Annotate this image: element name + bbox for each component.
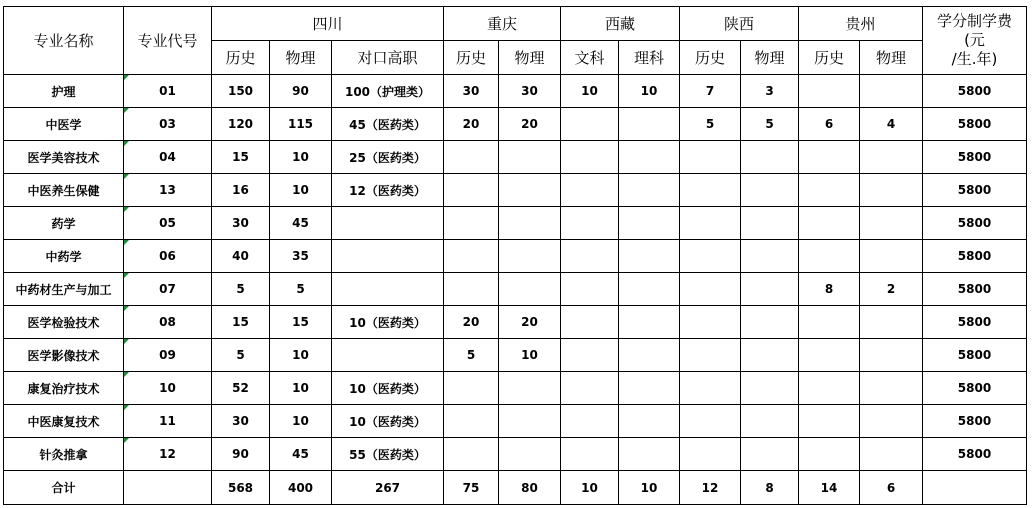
cell-quota	[499, 405, 561, 438]
table-row	[4, 438, 1027, 471]
cell-quota	[680, 405, 741, 438]
cell-quota	[860, 207, 923, 240]
header-province-xizang: 西藏	[561, 7, 680, 41]
table-row	[4, 273, 1027, 306]
cell-quota: 20	[444, 306, 499, 339]
cell-major-code	[124, 471, 212, 505]
cell-quota: 45（医药类）	[332, 108, 444, 141]
cell-quota: 400	[270, 471, 332, 505]
cell-quota: 10（医药类）	[332, 372, 444, 405]
cell-quota	[499, 273, 561, 306]
cell-quota	[860, 438, 923, 471]
table-row	[4, 240, 1027, 273]
cell-quota: 5	[741, 108, 799, 141]
cell-quota	[444, 438, 499, 471]
cell-quota: 5	[212, 339, 270, 372]
cell-quota	[799, 174, 860, 207]
cell-quota: 120	[212, 108, 270, 141]
cell-quota	[799, 240, 860, 273]
cell-quota: 15	[270, 306, 332, 339]
header-province-chongqing: 重庆	[444, 7, 561, 41]
header-sub-sichuan-physics: 物理	[270, 41, 332, 75]
cell-quota	[799, 75, 860, 108]
cell-quota: 6	[860, 471, 923, 505]
cell-quota	[561, 174, 619, 207]
cell-quota: 10	[619, 75, 680, 108]
header-sub-guizhou-history: 历史	[799, 41, 860, 75]
cell-major-code: 12	[124, 438, 212, 471]
cell-quota: 20	[444, 108, 499, 141]
cell-quota: 2	[860, 273, 923, 306]
table-row	[4, 174, 1027, 207]
cell-quota	[680, 141, 741, 174]
cell-quota	[860, 405, 923, 438]
cell-quota	[499, 372, 561, 405]
cell-quota	[499, 174, 561, 207]
cell-quota: 75	[444, 471, 499, 505]
cell-quota	[499, 438, 561, 471]
cell-major-name: 中医康复技术	[4, 405, 124, 438]
cell-quota	[860, 75, 923, 108]
header-province-sichuan: 四川	[212, 7, 444, 41]
cell-major-name: 针灸推拿	[4, 438, 124, 471]
header-sub-sichuan-history: 历史	[212, 41, 270, 75]
cell-quota: 7	[680, 75, 741, 108]
cell-quota	[799, 339, 860, 372]
cell-quota	[680, 174, 741, 207]
cell-tuition-fee: 5800	[923, 75, 1027, 108]
cell-quota: 12（医药类）	[332, 174, 444, 207]
cell-quota	[680, 273, 741, 306]
header-sub-xizang-science: 理科	[619, 41, 680, 75]
cell-quota: 10	[270, 141, 332, 174]
cell-quota	[561, 108, 619, 141]
cell-tuition-fee: 5800	[923, 405, 1027, 438]
cell-quota: 30	[212, 405, 270, 438]
cell-quota	[619, 438, 680, 471]
cell-quota	[619, 306, 680, 339]
cell-quota: 80	[499, 471, 561, 505]
cell-quota	[561, 306, 619, 339]
header-sub-guizhou-physics: 物理	[860, 41, 923, 75]
header-fee-line-2: (元	[964, 31, 985, 49]
cell-quota	[799, 207, 860, 240]
cell-quota: 10（医药类）	[332, 306, 444, 339]
cell-major-code: 06	[124, 240, 212, 273]
cell-tuition-fee: 5800	[923, 108, 1027, 141]
cell-quota: 115	[270, 108, 332, 141]
cell-quota: 10	[270, 339, 332, 372]
cell-quota	[444, 174, 499, 207]
cell-major-code: 09	[124, 339, 212, 372]
cell-quota: 5	[270, 273, 332, 306]
cell-major-name: 医学影像技术	[4, 339, 124, 372]
cell-tuition-fee	[923, 471, 1027, 505]
cell-major-code: 11	[124, 405, 212, 438]
cell-quota: 6	[799, 108, 860, 141]
cell-quota	[619, 108, 680, 141]
header-sub-shaanxi-history: 历史	[680, 41, 741, 75]
table-row	[4, 207, 1027, 240]
cell-quota: 10	[270, 174, 332, 207]
header-province-shaanxi: 陕西	[680, 7, 799, 41]
cell-quota: 30	[499, 75, 561, 108]
cell-quota	[332, 339, 444, 372]
cell-quota: 10	[561, 75, 619, 108]
cell-quota: 40	[212, 240, 270, 273]
cell-tuition-fee: 5800	[923, 339, 1027, 372]
header-sub-chongqing-physics: 物理	[499, 41, 561, 75]
cell-major-name: 中医养生保健	[4, 174, 124, 207]
cell-tuition-fee: 5800	[923, 174, 1027, 207]
enrollment-plan-table	[3, 6, 1027, 505]
cell-quota	[860, 240, 923, 273]
cell-quota: 267	[332, 471, 444, 505]
cell-major-code: 03	[124, 108, 212, 141]
cell-tuition-fee: 5800	[923, 141, 1027, 174]
cell-quota	[680, 372, 741, 405]
header-province-guizhou: 贵州	[799, 7, 923, 41]
cell-quota	[680, 207, 741, 240]
cell-quota	[741, 306, 799, 339]
cell-quota: 20	[499, 306, 561, 339]
cell-quota: 4	[860, 108, 923, 141]
cell-quota: 10	[561, 471, 619, 505]
table-row	[4, 108, 1027, 141]
cell-major-name: 药学	[4, 207, 124, 240]
header-sub-chongqing-history: 历史	[444, 41, 499, 75]
table-row	[4, 372, 1027, 405]
header-sub-xizang-arts: 文科	[561, 41, 619, 75]
cell-quota	[561, 339, 619, 372]
header-row-provinces	[4, 7, 1027, 41]
cell-quota: 20	[499, 108, 561, 141]
cell-major-name: 合计	[4, 471, 124, 505]
cell-quota: 100（护理类）	[332, 75, 444, 108]
table-row	[4, 306, 1027, 339]
cell-quota: 16	[212, 174, 270, 207]
cell-quota	[619, 273, 680, 306]
cell-major-code: 05	[124, 207, 212, 240]
cell-quota: 52	[212, 372, 270, 405]
cell-quota	[741, 240, 799, 273]
cell-quota	[619, 207, 680, 240]
cell-major-code: 08	[124, 306, 212, 339]
cell-quota: 12	[680, 471, 741, 505]
cell-quota: 3	[741, 75, 799, 108]
cell-quota: 90	[270, 75, 332, 108]
cell-quota	[799, 306, 860, 339]
cell-quota: 15	[212, 141, 270, 174]
cell-quota	[741, 174, 799, 207]
cell-quota: 30	[212, 207, 270, 240]
cell-quota	[444, 372, 499, 405]
cell-quota: 90	[212, 438, 270, 471]
total-row	[4, 471, 1027, 505]
header-tuition-fee	[923, 7, 1027, 75]
cell-quota	[680, 339, 741, 372]
header-sub-shaanxi-physics: 物理	[741, 41, 799, 75]
cell-quota	[860, 306, 923, 339]
cell-quota	[799, 141, 860, 174]
cell-quota	[619, 372, 680, 405]
table-row	[4, 339, 1027, 372]
cell-quota	[444, 240, 499, 273]
cell-quota	[499, 207, 561, 240]
cell-quota: 45	[270, 438, 332, 471]
header-sub-sichuan-vocational: 对口高职	[332, 41, 444, 75]
cell-quota	[444, 273, 499, 306]
cell-major-name: 康复治疗技术	[4, 372, 124, 405]
cell-quota: 8	[741, 471, 799, 505]
cell-quota: 10	[270, 405, 332, 438]
header-major-code: 专业代号	[124, 7, 212, 75]
cell-quota	[561, 438, 619, 471]
cell-quota	[561, 372, 619, 405]
cell-quota	[741, 273, 799, 306]
cell-quota	[619, 141, 680, 174]
cell-major-name: 中医学	[4, 108, 124, 141]
cell-quota	[741, 141, 799, 174]
cell-quota: 5	[680, 108, 741, 141]
cell-quota	[332, 273, 444, 306]
cell-quota	[499, 141, 561, 174]
cell-quota	[561, 240, 619, 273]
cell-major-code: 04	[124, 141, 212, 174]
cell-quota: 10	[270, 372, 332, 405]
cell-major-code: 07	[124, 273, 212, 306]
cell-quota: 25（医药类）	[332, 141, 444, 174]
cell-tuition-fee: 5800	[923, 273, 1027, 306]
cell-tuition-fee: 5800	[923, 240, 1027, 273]
cell-quota	[332, 207, 444, 240]
cell-quota: 14	[799, 471, 860, 505]
cell-tuition-fee: 5800	[923, 207, 1027, 240]
cell-tuition-fee: 5800	[923, 438, 1027, 471]
cell-quota	[860, 141, 923, 174]
cell-quota	[561, 405, 619, 438]
cell-quota	[561, 207, 619, 240]
cell-quota: 8	[799, 273, 860, 306]
cell-major-code: 10	[124, 372, 212, 405]
cell-quota	[680, 438, 741, 471]
table-row	[4, 75, 1027, 108]
header-major-name: 专业名称	[4, 7, 124, 75]
cell-quota	[860, 372, 923, 405]
cell-quota: 10（医药类）	[332, 405, 444, 438]
cell-quota	[799, 372, 860, 405]
cell-quota: 5	[444, 339, 499, 372]
cell-quota	[619, 405, 680, 438]
cell-quota	[561, 141, 619, 174]
cell-quota: 10	[619, 471, 680, 505]
cell-quota: 30	[444, 75, 499, 108]
cell-quota	[619, 339, 680, 372]
cell-major-name: 医学美容技术	[4, 141, 124, 174]
cell-quota: 45	[270, 207, 332, 240]
cell-quota	[444, 405, 499, 438]
cell-quota	[741, 207, 799, 240]
cell-major-name: 护理	[4, 75, 124, 108]
table-row	[4, 405, 1027, 438]
cell-quota	[741, 339, 799, 372]
cell-quota	[444, 207, 499, 240]
cell-quota	[741, 372, 799, 405]
cell-quota: 5	[212, 273, 270, 306]
header-fee-line-3: /生.年)	[951, 50, 998, 68]
cell-major-name: 中药学	[4, 240, 124, 273]
cell-major-name: 中药材生产与加工	[4, 273, 124, 306]
table-row	[4, 141, 1027, 174]
cell-quota: 55（医药类）	[332, 438, 444, 471]
cell-quota	[444, 141, 499, 174]
cell-quota: 35	[270, 240, 332, 273]
cell-tuition-fee: 5800	[923, 372, 1027, 405]
cell-quota: 15	[212, 306, 270, 339]
cell-quota	[499, 240, 561, 273]
cell-major-code: 01	[124, 75, 212, 108]
cell-major-code: 13	[124, 174, 212, 207]
cell-quota: 150	[212, 75, 270, 108]
cell-quota	[741, 438, 799, 471]
cell-quota	[860, 174, 923, 207]
cell-quota	[619, 240, 680, 273]
cell-quota	[860, 339, 923, 372]
header-fee-line-1: 学分制学费	[936, 12, 1012, 30]
cell-quota	[680, 306, 741, 339]
cell-quota: 568	[212, 471, 270, 505]
cell-quota	[561, 273, 619, 306]
cell-tuition-fee: 5800	[923, 306, 1027, 339]
cell-quota	[680, 240, 741, 273]
cell-quota	[332, 240, 444, 273]
cell-quota: 10	[499, 339, 561, 372]
cell-major-name: 医学检验技术	[4, 306, 124, 339]
cell-quota	[799, 405, 860, 438]
cell-quota	[799, 438, 860, 471]
cell-quota	[619, 174, 680, 207]
cell-quota	[741, 405, 799, 438]
